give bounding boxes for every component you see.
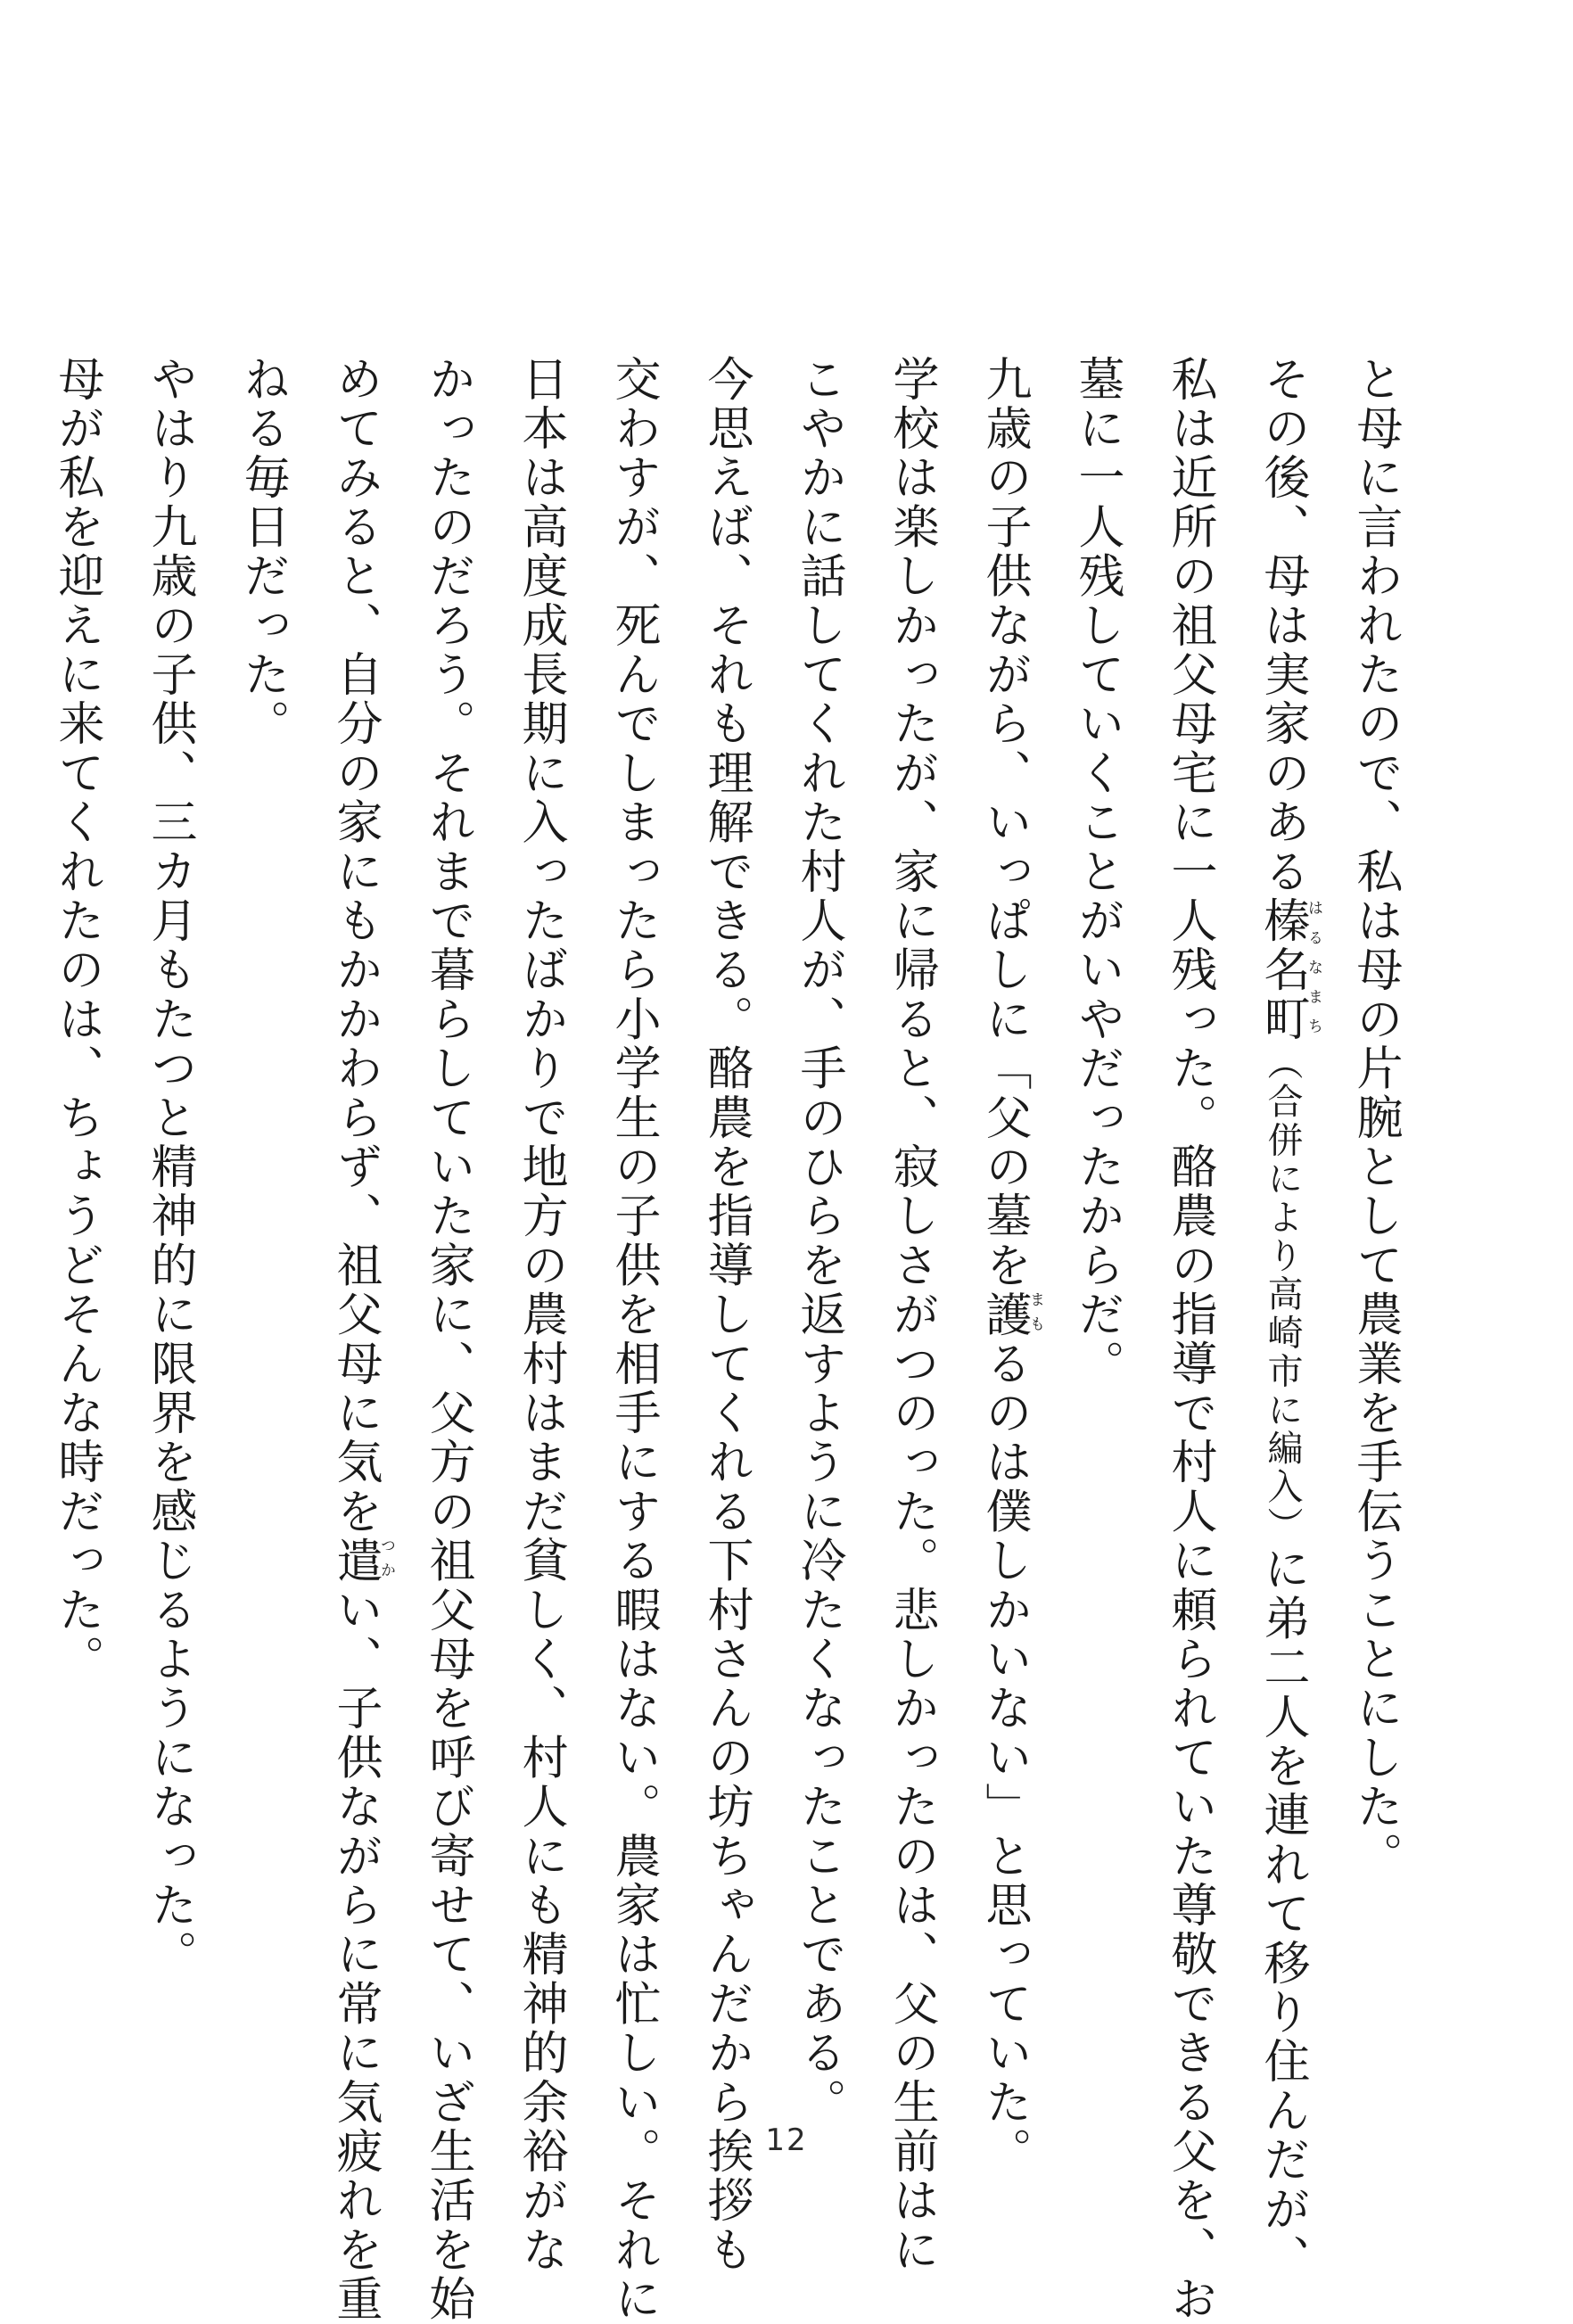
parenthetical-note: （合併により高崎市に編入） [1262,1043,1303,1545]
text-line: 日本は高度成長期に入ったばかりで地方の農村はまだ貧しく、村人にも精神的余裕がな [514,355,567,2275]
text-line: かったのだろう。それまで暮らしていた家に、父方の祖父母を呼び寄せて、いざ生活を始 [421,355,474,2324]
ruby-base: 護 [977,1290,1031,1340]
ruby-word [328,1536,395,1586]
text-line: こやかに話してくれた村人が、手のひらを返すように冷たくなったことである。 [792,355,845,2128]
ruby-reading: つか [377,1536,395,1586]
text-line [958,355,1050,2177]
text-line: 母が私を迎えに来てくれたのは、ちょうどそんな時だった。 [50,355,103,1685]
ruby-base: 遣 [328,1536,382,1586]
text-line: やはり九歳の子供、三カ月もたつと精神的に限界を感じるようになった。 [143,355,196,1980]
text-line: 私は近所の祖父母宅に一人残った。酪農の指導で村人に頼られていた尊敬できる父を、お [1163,355,1216,2324]
text-segment: い、子供ながらに常に気疲れを重 [328,1586,382,2324]
ruby-reading: まも [1026,1290,1044,1340]
ruby-base: 榛名町 [1256,896,1309,1044]
page-number: 12 [765,2122,808,2158]
text-segment: その後、母は実家のある [1256,355,1309,897]
ruby-word [1256,896,1322,1044]
ruby-reading: はるなまち [1305,896,1322,1044]
ruby-word [977,1290,1044,1340]
text-line: と母に言われたので、私は母の片腕として農業を手伝うことにした。 [1348,355,1402,1882]
text-line: 学校は楽しかったが、家に帰ると、寂しさがつのった。悲しかったのは、父の生前はに [885,355,938,2275]
text-line: ねる毎日だった。 [235,355,289,749]
text-line: 交わすが、死んでしまったら小学生の子供を相手にする暇はない。農家は忙しい。それに [606,355,660,2324]
text-segment: 九歳の子供ながら、いっぱしに「父の墓を [977,355,1031,1290]
text-segment: めてみると、自分の家にもかかわらず、祖父母に気を [328,355,382,1537]
text-segment: に弟二人を連れて移り住んだが、 [1256,1545,1309,2284]
text-line: 今思えば、それも理解できる。酪農を指導してくれる下村さんの坊ちゃんだから挨拶も [699,355,753,2275]
text-line [1236,355,1329,2284]
text-segment: るのは僕しかいない」と思っていた。 [977,1339,1031,2177]
text-line [309,355,401,2324]
text-line: 墓に一人残していくことがいやだったからだ。 [1070,355,1124,1389]
